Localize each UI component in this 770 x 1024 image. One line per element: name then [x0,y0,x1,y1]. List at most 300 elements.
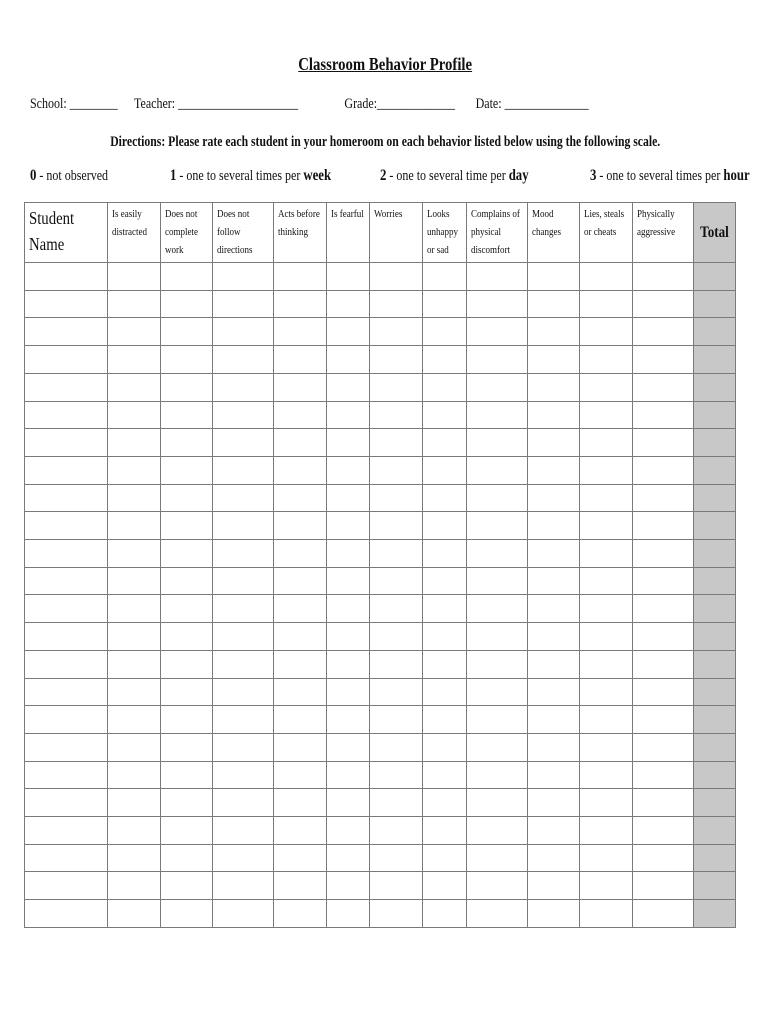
student-name-cell[interactable] [25,706,108,734]
rating-cell[interactable] [161,789,213,817]
rating-cell[interactable] [161,650,213,678]
total-cell[interactable] [694,401,736,429]
rating-cell[interactable] [327,900,370,928]
rating-cell[interactable] [213,595,274,623]
rating-cell[interactable] [370,484,423,512]
rating-cell[interactable] [580,623,633,651]
rating-cell[interactable] [423,817,467,845]
rating-cell[interactable] [467,484,528,512]
rating-cell[interactable] [580,678,633,706]
rating-cell[interactable] [633,401,694,429]
rating-cell[interactable] [633,733,694,761]
rating-cell[interactable] [467,567,528,595]
rating-cell[interactable] [528,456,580,484]
total-cell[interactable] [694,540,736,568]
rating-cell[interactable] [633,761,694,789]
rating-cell[interactable] [213,706,274,734]
rating-cell[interactable] [327,706,370,734]
rating-cell[interactable] [161,429,213,457]
rating-cell[interactable] [423,318,467,346]
total-cell[interactable] [694,678,736,706]
rating-cell[interactable] [467,650,528,678]
rating-cell[interactable] [274,844,327,872]
total-cell[interactable] [694,900,736,928]
rating-cell[interactable] [633,678,694,706]
rating-cell[interactable] [327,595,370,623]
rating-cell[interactable] [161,900,213,928]
rating-cell[interactable] [327,872,370,900]
rating-cell[interactable] [423,678,467,706]
rating-cell[interactable] [161,346,213,374]
rating-cell[interactable] [633,373,694,401]
rating-cell[interactable] [108,817,161,845]
rating-cell[interactable] [423,540,467,568]
rating-cell[interactable] [370,817,423,845]
total-cell[interactable] [694,650,736,678]
date-field[interactable]: Date: ______________ [475,96,589,112]
rating-cell[interactable] [467,678,528,706]
rating-cell[interactable] [274,761,327,789]
rating-cell[interactable] [423,623,467,651]
student-name-cell[interactable] [25,540,108,568]
rating-cell[interactable] [528,484,580,512]
rating-cell[interactable] [580,789,633,817]
rating-cell[interactable] [633,900,694,928]
rating-cell[interactable] [161,623,213,651]
rating-cell[interactable] [274,401,327,429]
rating-cell[interactable] [423,290,467,318]
rating-cell[interactable] [370,623,423,651]
student-name-cell[interactable] [25,456,108,484]
rating-cell[interactable] [633,429,694,457]
rating-cell[interactable] [370,263,423,291]
rating-cell[interactable] [108,373,161,401]
rating-cell[interactable] [108,872,161,900]
rating-cell[interactable] [161,456,213,484]
rating-cell[interactable] [161,484,213,512]
rating-cell[interactable] [274,900,327,928]
rating-cell[interactable] [423,567,467,595]
rating-cell[interactable] [633,263,694,291]
total-cell[interactable] [694,844,736,872]
rating-cell[interactable] [528,900,580,928]
student-name-cell[interactable] [25,346,108,374]
rating-cell[interactable] [633,318,694,346]
rating-cell[interactable] [633,540,694,568]
student-name-cell[interactable] [25,900,108,928]
rating-cell[interactable] [423,456,467,484]
rating-cell[interactable] [528,567,580,595]
rating-cell[interactable] [327,789,370,817]
rating-cell[interactable] [528,817,580,845]
total-cell[interactable] [694,346,736,374]
rating-cell[interactable] [467,290,528,318]
rating-cell[interactable] [528,650,580,678]
rating-cell[interactable] [423,789,467,817]
rating-cell[interactable] [467,789,528,817]
rating-cell[interactable] [528,290,580,318]
rating-cell[interactable] [161,706,213,734]
teacher-field[interactable]: Teacher: ____________________ [134,96,299,112]
rating-cell[interactable] [274,817,327,845]
rating-cell[interactable] [528,373,580,401]
rating-cell[interactable] [327,567,370,595]
rating-cell[interactable] [370,290,423,318]
student-name-cell[interactable] [25,872,108,900]
rating-cell[interactable] [423,650,467,678]
rating-cell[interactable] [161,373,213,401]
rating-cell[interactable] [370,872,423,900]
rating-cell[interactable] [213,900,274,928]
rating-cell[interactable] [423,429,467,457]
rating-cell[interactable] [274,567,327,595]
rating-cell[interactable] [161,761,213,789]
rating-cell[interactable] [108,512,161,540]
rating-cell[interactable] [467,872,528,900]
rating-cell[interactable] [633,623,694,651]
rating-cell[interactable] [580,318,633,346]
total-cell[interactable] [694,290,736,318]
rating-cell[interactable] [580,650,633,678]
student-name-cell[interactable] [25,429,108,457]
rating-cell[interactable] [467,706,528,734]
rating-cell[interactable] [213,623,274,651]
rating-cell[interactable] [528,540,580,568]
rating-cell[interactable] [108,844,161,872]
rating-cell[interactable] [327,373,370,401]
rating-cell[interactable] [633,512,694,540]
student-name-cell[interactable] [25,512,108,540]
rating-cell[interactable] [580,706,633,734]
rating-cell[interactable] [108,733,161,761]
student-name-cell[interactable] [25,761,108,789]
rating-cell[interactable] [528,595,580,623]
rating-cell[interactable] [161,872,213,900]
student-name-cell[interactable] [25,844,108,872]
rating-cell[interactable] [161,844,213,872]
rating-cell[interactable] [633,567,694,595]
rating-cell[interactable] [274,373,327,401]
student-name-cell[interactable] [25,623,108,651]
rating-cell[interactable] [161,595,213,623]
total-cell[interactable] [694,484,736,512]
rating-cell[interactable] [423,900,467,928]
rating-cell[interactable] [580,567,633,595]
rating-cell[interactable] [633,456,694,484]
rating-cell[interactable] [108,761,161,789]
rating-cell[interactable] [423,373,467,401]
rating-cell[interactable] [580,429,633,457]
total-cell[interactable] [694,567,736,595]
rating-cell[interactable] [108,456,161,484]
rating-cell[interactable] [467,346,528,374]
rating-cell[interactable] [467,456,528,484]
rating-cell[interactable] [370,706,423,734]
rating-cell[interactable] [213,429,274,457]
student-name-cell[interactable] [25,263,108,291]
rating-cell[interactable] [274,346,327,374]
rating-cell[interactable] [108,678,161,706]
rating-cell[interactable] [370,789,423,817]
rating-cell[interactable] [370,567,423,595]
rating-cell[interactable] [108,623,161,651]
rating-cell[interactable] [370,678,423,706]
rating-cell[interactable] [580,263,633,291]
rating-cell[interactable] [274,872,327,900]
rating-cell[interactable] [423,844,467,872]
rating-cell[interactable] [580,401,633,429]
rating-cell[interactable] [370,650,423,678]
rating-cell[interactable] [370,456,423,484]
total-cell[interactable] [694,595,736,623]
total-cell[interactable] [694,512,736,540]
rating-cell[interactable] [423,761,467,789]
grade-field[interactable]: Grade:_____________ [344,96,456,112]
rating-cell[interactable] [161,401,213,429]
rating-cell[interactable] [633,346,694,374]
total-cell[interactable] [694,623,736,651]
rating-cell[interactable] [633,844,694,872]
rating-cell[interactable] [213,761,274,789]
student-name-cell[interactable] [25,567,108,595]
rating-cell[interactable] [467,623,528,651]
rating-cell[interactable] [327,512,370,540]
rating-cell[interactable] [633,789,694,817]
rating-cell[interactable] [528,623,580,651]
rating-cell[interactable] [370,401,423,429]
rating-cell[interactable] [467,761,528,789]
rating-cell[interactable] [580,733,633,761]
rating-cell[interactable] [467,429,528,457]
rating-cell[interactable] [108,346,161,374]
student-name-cell[interactable] [25,373,108,401]
rating-cell[interactable] [528,706,580,734]
rating-cell[interactable] [327,263,370,291]
rating-cell[interactable] [161,678,213,706]
rating-cell[interactable] [423,346,467,374]
rating-cell[interactable] [633,872,694,900]
rating-cell[interactable] [327,733,370,761]
rating-cell[interactable] [274,540,327,568]
rating-cell[interactable] [213,484,274,512]
rating-cell[interactable] [327,817,370,845]
rating-cell[interactable] [580,540,633,568]
total-cell[interactable] [694,429,736,457]
rating-cell[interactable] [327,456,370,484]
rating-cell[interactable] [213,540,274,568]
rating-cell[interactable] [327,346,370,374]
rating-cell[interactable] [213,650,274,678]
rating-cell[interactable] [274,456,327,484]
rating-cell[interactable] [274,318,327,346]
rating-cell[interactable] [580,346,633,374]
rating-cell[interactable] [274,678,327,706]
rating-cell[interactable] [274,706,327,734]
rating-cell[interactable] [274,484,327,512]
rating-cell[interactable] [108,318,161,346]
rating-cell[interactable] [327,429,370,457]
student-name-cell[interactable] [25,401,108,429]
rating-cell[interactable] [370,373,423,401]
rating-cell[interactable] [274,595,327,623]
total-cell[interactable] [694,706,736,734]
rating-cell[interactable] [423,706,467,734]
rating-cell[interactable] [528,872,580,900]
rating-cell[interactable] [423,512,467,540]
rating-cell[interactable] [108,650,161,678]
rating-cell[interactable] [467,595,528,623]
rating-cell[interactable] [580,290,633,318]
student-name-cell[interactable] [25,789,108,817]
rating-cell[interactable] [580,456,633,484]
rating-cell[interactable] [327,401,370,429]
student-name-cell[interactable] [25,290,108,318]
total-cell[interactable] [694,318,736,346]
rating-cell[interactable] [580,484,633,512]
rating-cell[interactable] [528,401,580,429]
rating-cell[interactable] [370,429,423,457]
rating-cell[interactable] [423,595,467,623]
rating-cell[interactable] [274,429,327,457]
rating-cell[interactable] [327,678,370,706]
rating-cell[interactable] [108,706,161,734]
rating-cell[interactable] [528,761,580,789]
total-cell[interactable] [694,456,736,484]
rating-cell[interactable] [108,789,161,817]
rating-cell[interactable] [213,346,274,374]
rating-cell[interactable] [467,512,528,540]
rating-cell[interactable] [580,900,633,928]
rating-cell[interactable] [528,346,580,374]
rating-cell[interactable] [161,540,213,568]
rating-cell[interactable] [467,401,528,429]
rating-cell[interactable] [580,373,633,401]
rating-cell[interactable] [213,401,274,429]
rating-cell[interactable] [213,512,274,540]
rating-cell[interactable] [528,429,580,457]
rating-cell[interactable] [213,678,274,706]
rating-cell[interactable] [108,540,161,568]
rating-cell[interactable] [161,512,213,540]
rating-cell[interactable] [528,844,580,872]
student-name-cell[interactable] [25,678,108,706]
rating-cell[interactable] [467,540,528,568]
rating-cell[interactable] [370,900,423,928]
rating-cell[interactable] [274,789,327,817]
rating-cell[interactable] [327,290,370,318]
total-cell[interactable] [694,817,736,845]
total-cell[interactable] [694,733,736,761]
rating-cell[interactable] [633,817,694,845]
rating-cell[interactable] [108,567,161,595]
rating-cell[interactable] [370,346,423,374]
rating-cell[interactable] [161,318,213,346]
rating-cell[interactable] [580,844,633,872]
rating-cell[interactable] [467,373,528,401]
rating-cell[interactable] [108,900,161,928]
rating-cell[interactable] [327,484,370,512]
rating-cell[interactable] [580,817,633,845]
rating-cell[interactable] [274,623,327,651]
rating-cell[interactable] [274,263,327,291]
rating-cell[interactable] [528,733,580,761]
rating-cell[interactable] [528,678,580,706]
rating-cell[interactable] [161,263,213,291]
rating-cell[interactable] [423,733,467,761]
rating-cell[interactable] [467,318,528,346]
rating-cell[interactable] [423,484,467,512]
rating-cell[interactable] [528,789,580,817]
rating-cell[interactable] [423,263,467,291]
rating-cell[interactable] [423,872,467,900]
rating-cell[interactable] [213,844,274,872]
rating-cell[interactable] [108,429,161,457]
rating-cell[interactable] [161,817,213,845]
rating-cell[interactable] [213,290,274,318]
rating-cell[interactable] [274,512,327,540]
rating-cell[interactable] [467,844,528,872]
rating-cell[interactable] [274,290,327,318]
rating-cell[interactable] [633,595,694,623]
rating-cell[interactable] [528,318,580,346]
rating-cell[interactable] [213,456,274,484]
rating-cell[interactable] [327,844,370,872]
rating-cell[interactable] [108,595,161,623]
rating-cell[interactable] [213,373,274,401]
rating-cell[interactable] [213,789,274,817]
rating-cell[interactable] [327,318,370,346]
rating-cell[interactable] [213,318,274,346]
rating-cell[interactable] [161,290,213,318]
rating-cell[interactable] [370,540,423,568]
rating-cell[interactable] [467,817,528,845]
rating-cell[interactable] [633,706,694,734]
rating-cell[interactable] [370,512,423,540]
rating-cell[interactable] [213,567,274,595]
rating-cell[interactable] [370,844,423,872]
student-name-cell[interactable] [25,817,108,845]
rating-cell[interactable] [467,733,528,761]
rating-cell[interactable] [580,761,633,789]
rating-cell[interactable] [108,401,161,429]
rating-cell[interactable] [213,872,274,900]
rating-cell[interactable] [633,650,694,678]
rating-cell[interactable] [274,650,327,678]
rating-cell[interactable] [213,263,274,291]
rating-cell[interactable] [370,595,423,623]
rating-cell[interactable] [580,512,633,540]
rating-cell[interactable] [327,623,370,651]
total-cell[interactable] [694,263,736,291]
rating-cell[interactable] [528,512,580,540]
rating-cell[interactable] [274,733,327,761]
rating-cell[interactable] [161,733,213,761]
student-name-cell[interactable] [25,318,108,346]
total-cell[interactable] [694,872,736,900]
rating-cell[interactable] [370,761,423,789]
rating-cell[interactable] [213,733,274,761]
rating-cell[interactable] [370,318,423,346]
rating-cell[interactable] [423,401,467,429]
rating-cell[interactable] [108,263,161,291]
rating-cell[interactable] [161,567,213,595]
rating-cell[interactable] [580,595,633,623]
total-cell[interactable] [694,761,736,789]
student-name-cell[interactable] [25,484,108,512]
total-cell[interactable] [694,373,736,401]
student-name-cell[interactable] [25,733,108,761]
rating-cell[interactable] [327,540,370,568]
